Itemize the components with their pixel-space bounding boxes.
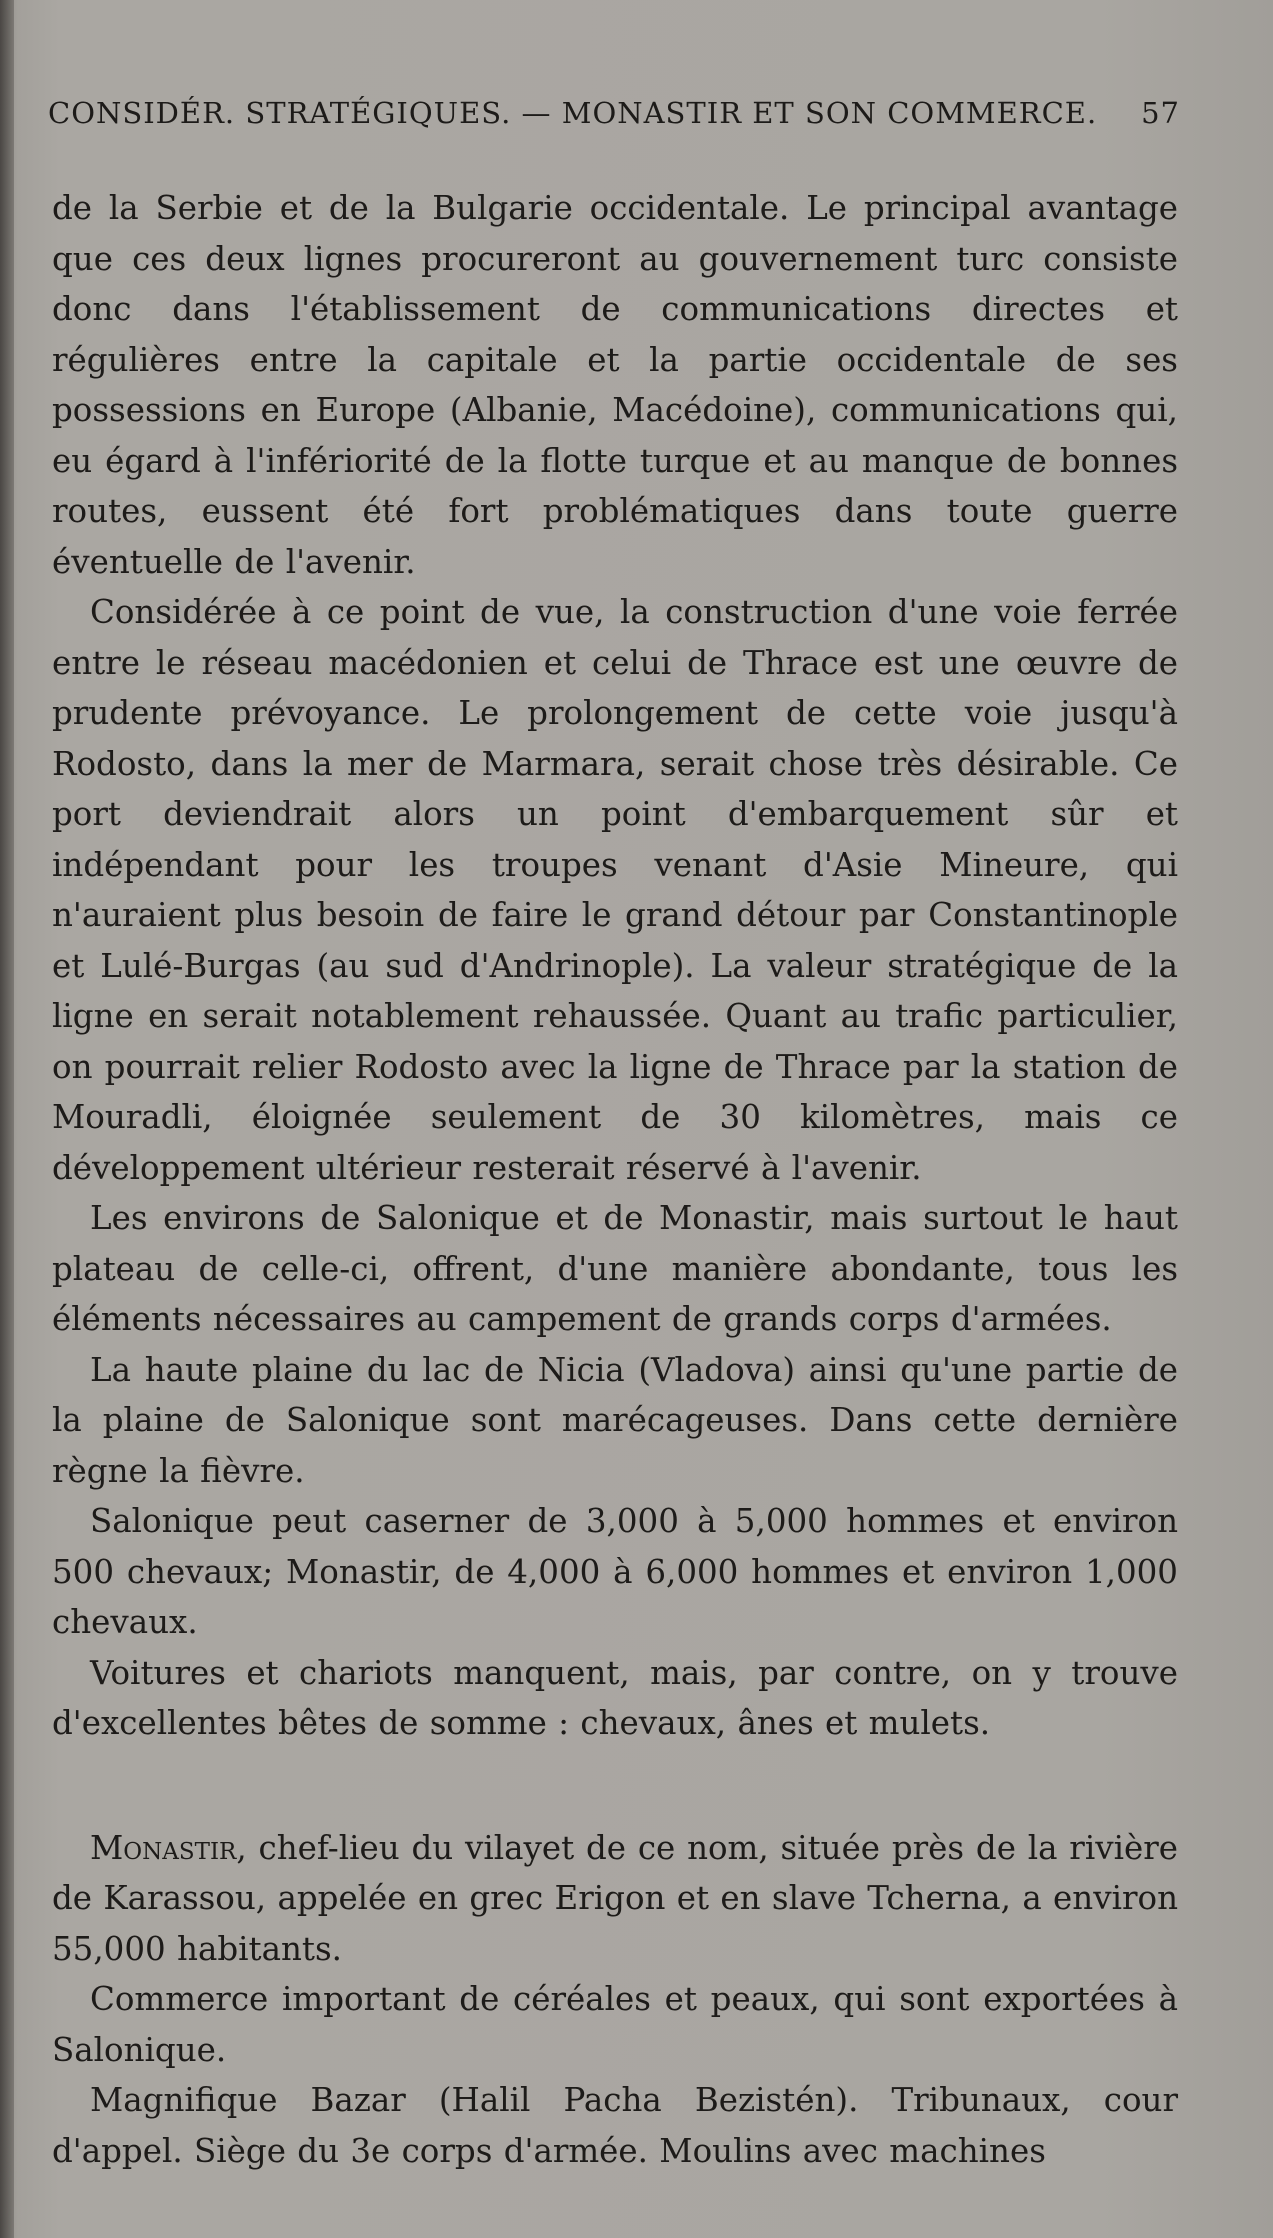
running-header: [48, 96, 1180, 130]
running-title: CONSIDÉR. STRATÉGIQUES. — MONASTIR ET SON COMMERCE.: [48, 96, 1098, 130]
paragraph-5: Salonique peut caserner de 3,000 à 5,000 hommes et environ 500 chevaux; Monastir, de 4,000 à 6,000 hommes et environ 1,000 chevaux.: [52, 1502, 1178, 1641]
monastir-paragraph-1-text: , chef-lieu du vilayet de ce nom, située près de la rivière de Karassou, appelée en grec Erigon et en slave Tcherna, a environ 55,000 habitants.: [52, 1828, 1178, 1968]
paragraph-1: de la Serbie et de la Bulgarie occidentale. Le principal avantage que ces deux lignes procureront au gouvernement turc consiste donc dans l'établissement de communications directes et régulières entre la capitale et la partie occidentale de ses possessions en Europe (Albanie, Macédoine), communications qui, eu égard à l'infériorité de la flotte turque et au manque de bonnes routes, eussent été fort problématiques dans toute guerre éventuelle de l'avenir.: [52, 189, 1178, 581]
body-text: [52, 183, 1178, 2176]
paragraph-4: La haute plaine du lac de Nicia (Vladova) ainsi qu'une partie de la plaine de Salonique sont marécageuses. Dans cette dernière règne la fièvre.: [52, 1350, 1178, 1490]
paragraph-3: Les environs de Salonique et de Monastir, mais surtout le haut plateau de celle-ci, offrent, d'une manière abondante, tous les éléments nécessaires au campement de grands corps d'armées.: [52, 1199, 1178, 1338]
monastir-paragraph-2: Commerce important de céréales et peaux, qui sont exportées à Salonique.: [52, 1980, 1178, 2069]
paragraph-2: Considérée à ce point de vue, la construction d'une voie ferrée entre le réseau macédonien et celui de Thrace est une œuvre de prudente prévoyance. Le prolongement de cette voie jusqu'à Rodosto, dans la mer de Marmara, serait chose très désirable. Ce port deviendrait alors un point d'embarquement sûr et indépendant pour les troupes venant d'Asie Mineure, qui n'auraient plus besoin de faire le grand détour par Constantinople et Lulé-Burgas (au sud d'Andrinople). La valeur stratégique de la ligne en serait notablement rehaussée. Quant au trafic particulier, on pourrait relier Rodosto avec la ligne de Thrace par la station de Mouradli, éloignée seulement de 30 kilomètres, mais ce développement ultérieur resterait réservé à l'avenir.: [52, 593, 1178, 1187]
monastir-heading: Monastir: [90, 1828, 237, 1867]
paragraph-6: Voitures et chariots manquent, mais, par contre, on y trouve d'excellentes bêtes de somme : chevaux, ânes et mulets.: [52, 1653, 1178, 1742]
page-number: 57: [1141, 96, 1180, 130]
spine-shadow: [0, 0, 14, 2238]
monastir-paragraph-3: Magnifique Bazar (Halil Pacha Bezistén). Tribunaux, cour d'appel. Siège du 3e corps d'armée. Moulins avec machines: [52, 2081, 1178, 2170]
monastir-paragraph-1: [52, 1823, 1178, 1975]
